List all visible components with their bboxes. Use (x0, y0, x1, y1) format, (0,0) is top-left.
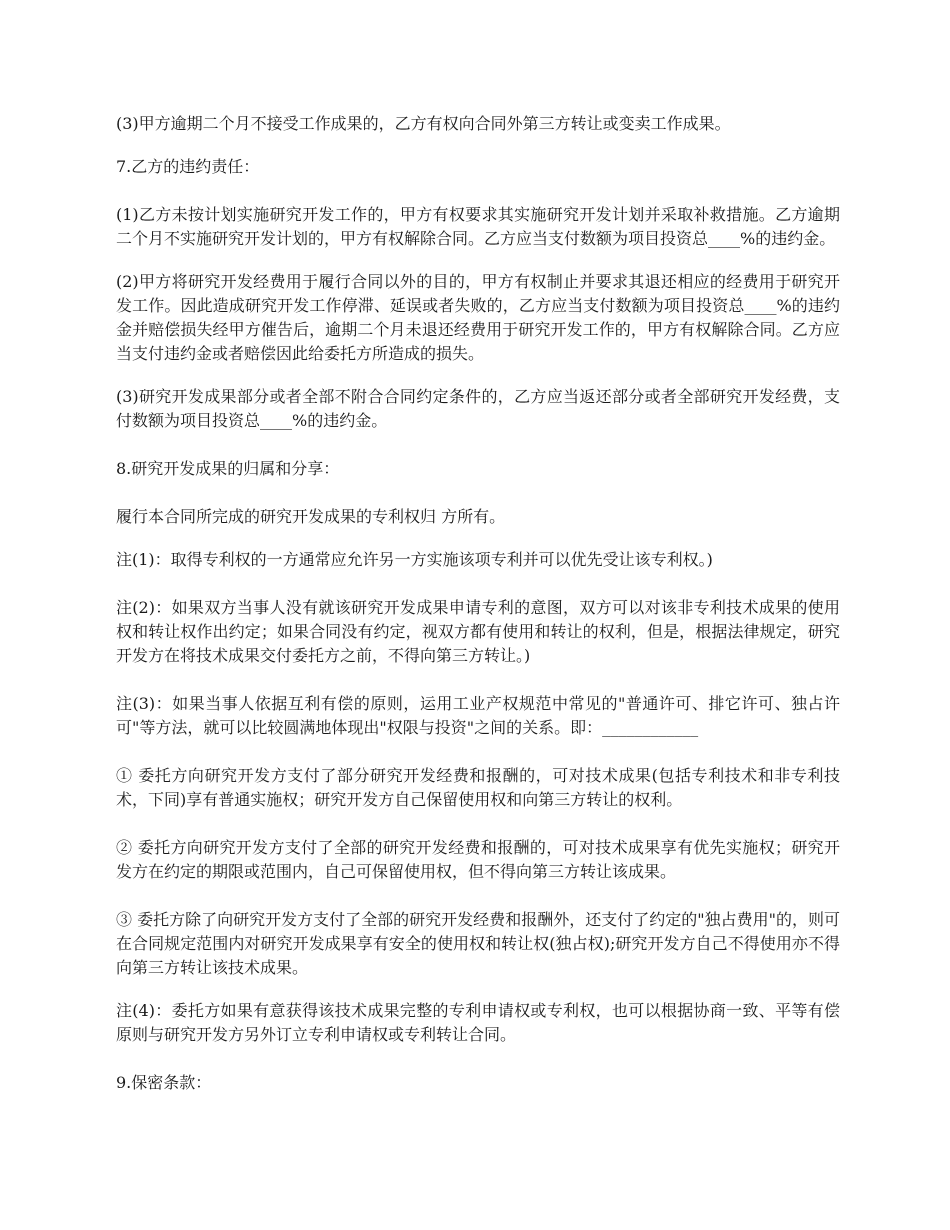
clause-7-3: (3)研究开发成果部分或者全部不附合合同约定条件的，乙方应当返还部分或者全部研究开发经费，支付数额为项目投资总____%的违约金。 (116, 387, 840, 430)
note-3: 注(3)：如果当事人依据互利有偿的原则，运用工业产权规范中常见的"普通许可、排它许可、独占许可"等方法，就可以比较圆满地体现出"权限与投资"之间的关系。即：____________ (116, 694, 840, 737)
section-9-heading: 9.保密条款： (116, 1073, 212, 1092)
note-3-item-3: ③ 委托方除了向研究开发方支付了全部的研究开发经费和报酬外，还支付了约定的"独占费用"的，则可在合同规定范围内对研究开发成果享有安全的使用权和转让权(独占权);研究开发方自己不得使用亦不得向第三方转让该技术成果。 (116, 910, 840, 977)
note-1: 注(1)：取得专利权的一方通常应允许另一方实施该项专利并可以优先受让该专利权。) (116, 550, 713, 569)
document-page (116, 112, 840, 1114)
note-4: 注(4)：委托方如果有意获得该技术成果完整的专利申请权或专利权，也可以根据协商一致、平等有偿原则与研究开发方另外订立专利申请权或专利转让合同。 (116, 1001, 840, 1044)
clause-6-3: (3)甲方逾期二个月不接受工作成果的，乙方有权向合同外第三方转让或变卖工作成果。 (116, 114, 731, 133)
clause-7-2: (2)甲方将研究开发经费用于履行合同以外的目的，甲方有权制止并要求其退还相应的经费用于研究开发工作。因此造成研究开发工作停滞、延误或者失败的，乙方应当支付数额为项目投资总____%的违约金并赔偿损失经甲方催告后，逾期二个月未退还经费用于研究开发工作的，甲方有权解除合同。乙方应当支付违约金或者赔偿因此给委托方所造成的损失。 (116, 272, 840, 363)
clause-7-1: (1)乙方未按计划实施研究开发工作的，甲方有权要求其实施研究开发计划并采取补救措施。乙方逾期二个月不实施研究开发计划的，甲方有权解除合同。乙方应当支付数额为项目投资总____%的违约金。 (116, 205, 840, 248)
note-2: 注(2)：如果双方当事人没有就该研究开发成果申请专利的意图，双方可以对该非专利技术成果的使用权和转让权作出约定；如果合同没有约定，视双方都有使用和转让的权利，但是，根据法律规定，研究开发方在将技术成果交付委托方之前，不得向第三方转让。) (116, 598, 840, 665)
note-3-item-1: ① 委托方向研究开发方支付了部分研究开发经费和报酬的，可对技术成果(包括专利技术和非专利技术，下同)享有普通实施权；研究开发方自己保留使用权和向第三方转让的权利。 (116, 766, 840, 809)
section-7-heading: 7.乙方的违约责任： (116, 157, 260, 176)
clause-8-ownership: 履行本合同所完成的研究开发成果的专利权归 方所有。 (116, 507, 506, 526)
note-3-item-2: ② 委托方向研究开发方支付了全部的研究开发经费和报酬的，可对技术成果享有优先实施权；研究开发方在约定的期限或范围内，自己可保留使用权，但不得向第三方转让该成果。 (116, 838, 840, 881)
section-8-heading: 8.研究开发成果的归属和分享： (116, 459, 340, 478)
